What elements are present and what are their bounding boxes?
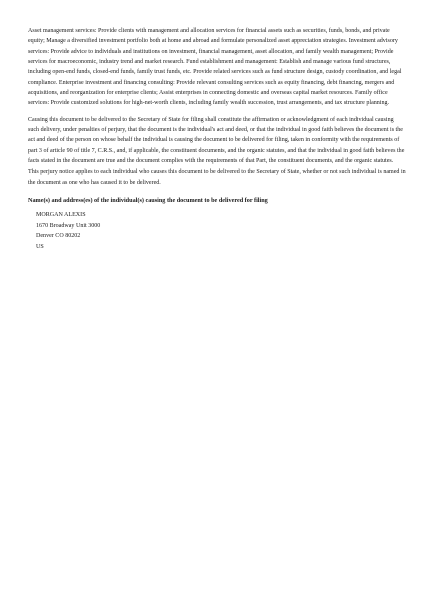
filer-street: 1670 Broadway Unit 3000 [36,222,101,229]
filer-heading: Name(s) and address(es) of the individual(s) causing the document to be delivered for filing [28,197,268,205]
filer-city-state-zip: Denver CO 80202 [36,233,81,240]
filer-name: MORGAN ALEXIS [36,212,86,219]
affirmation-paragraph: Causing this document to be delivered to the Secretary of State for filing shall constitute the affirmation or acknowledgment of each individual causing such delivery, under penalties of perjury, that the document is the individual's act and deed, or that the individual in good faith believes the document is the act and deed of the person on whose behalf the individual is causing the document to be delivered for filing, taken in conformity with the requirements of part 3 of article 90 of title 7, C.R.S., and, if applicable, the constituent documents, and the organic statutes, and that the individual in good faith believes the facts stated in the document are true and the document complies with the requirements of that Part, the constituent documents, and the organic statutes. [28,116,405,165]
filer-address-block [36,210,406,252]
perjury-notice-paragraph: This perjury notice applies to each individual who causes this document to be delivered to the Secretary of State, whether or not such individual is named in the document as one who has caused it to be delivered. [28,169,406,186]
filer-country: US [36,243,44,250]
business-description-paragraph: Asset management services: Provide clients with management and allocation services for financial assets such as securities, funds, bonds, and private equity; Manage a diversified investment portfolio both at home and abroad and formulate personalized asset appreciation strategies. Investment advisory services: Provide advice to individuals and institutions on investment, financial management, asset allocation, and family wealth management; Provide services for macroeconomic, industry trend and market research. Fund establishment and management: Establish and manage various fund structures, including open-end funds, closed-end funds, family trust funds, etc. Provide related services such as fund structure design, custody coordination, and legal compliance. Enterprise investment and financing consulting: Provide relevant consulting services such as equity financing, debt financing, mergers and acquisitions, and reorganization for enterprise clients; Assist enterprises in connecting domestic and overseas capital market resources. Family office services: Provide customized solutions for high-net-worth clients, including family wealth succession, trust arrangements, and tax structure planning. [28,28,402,107]
